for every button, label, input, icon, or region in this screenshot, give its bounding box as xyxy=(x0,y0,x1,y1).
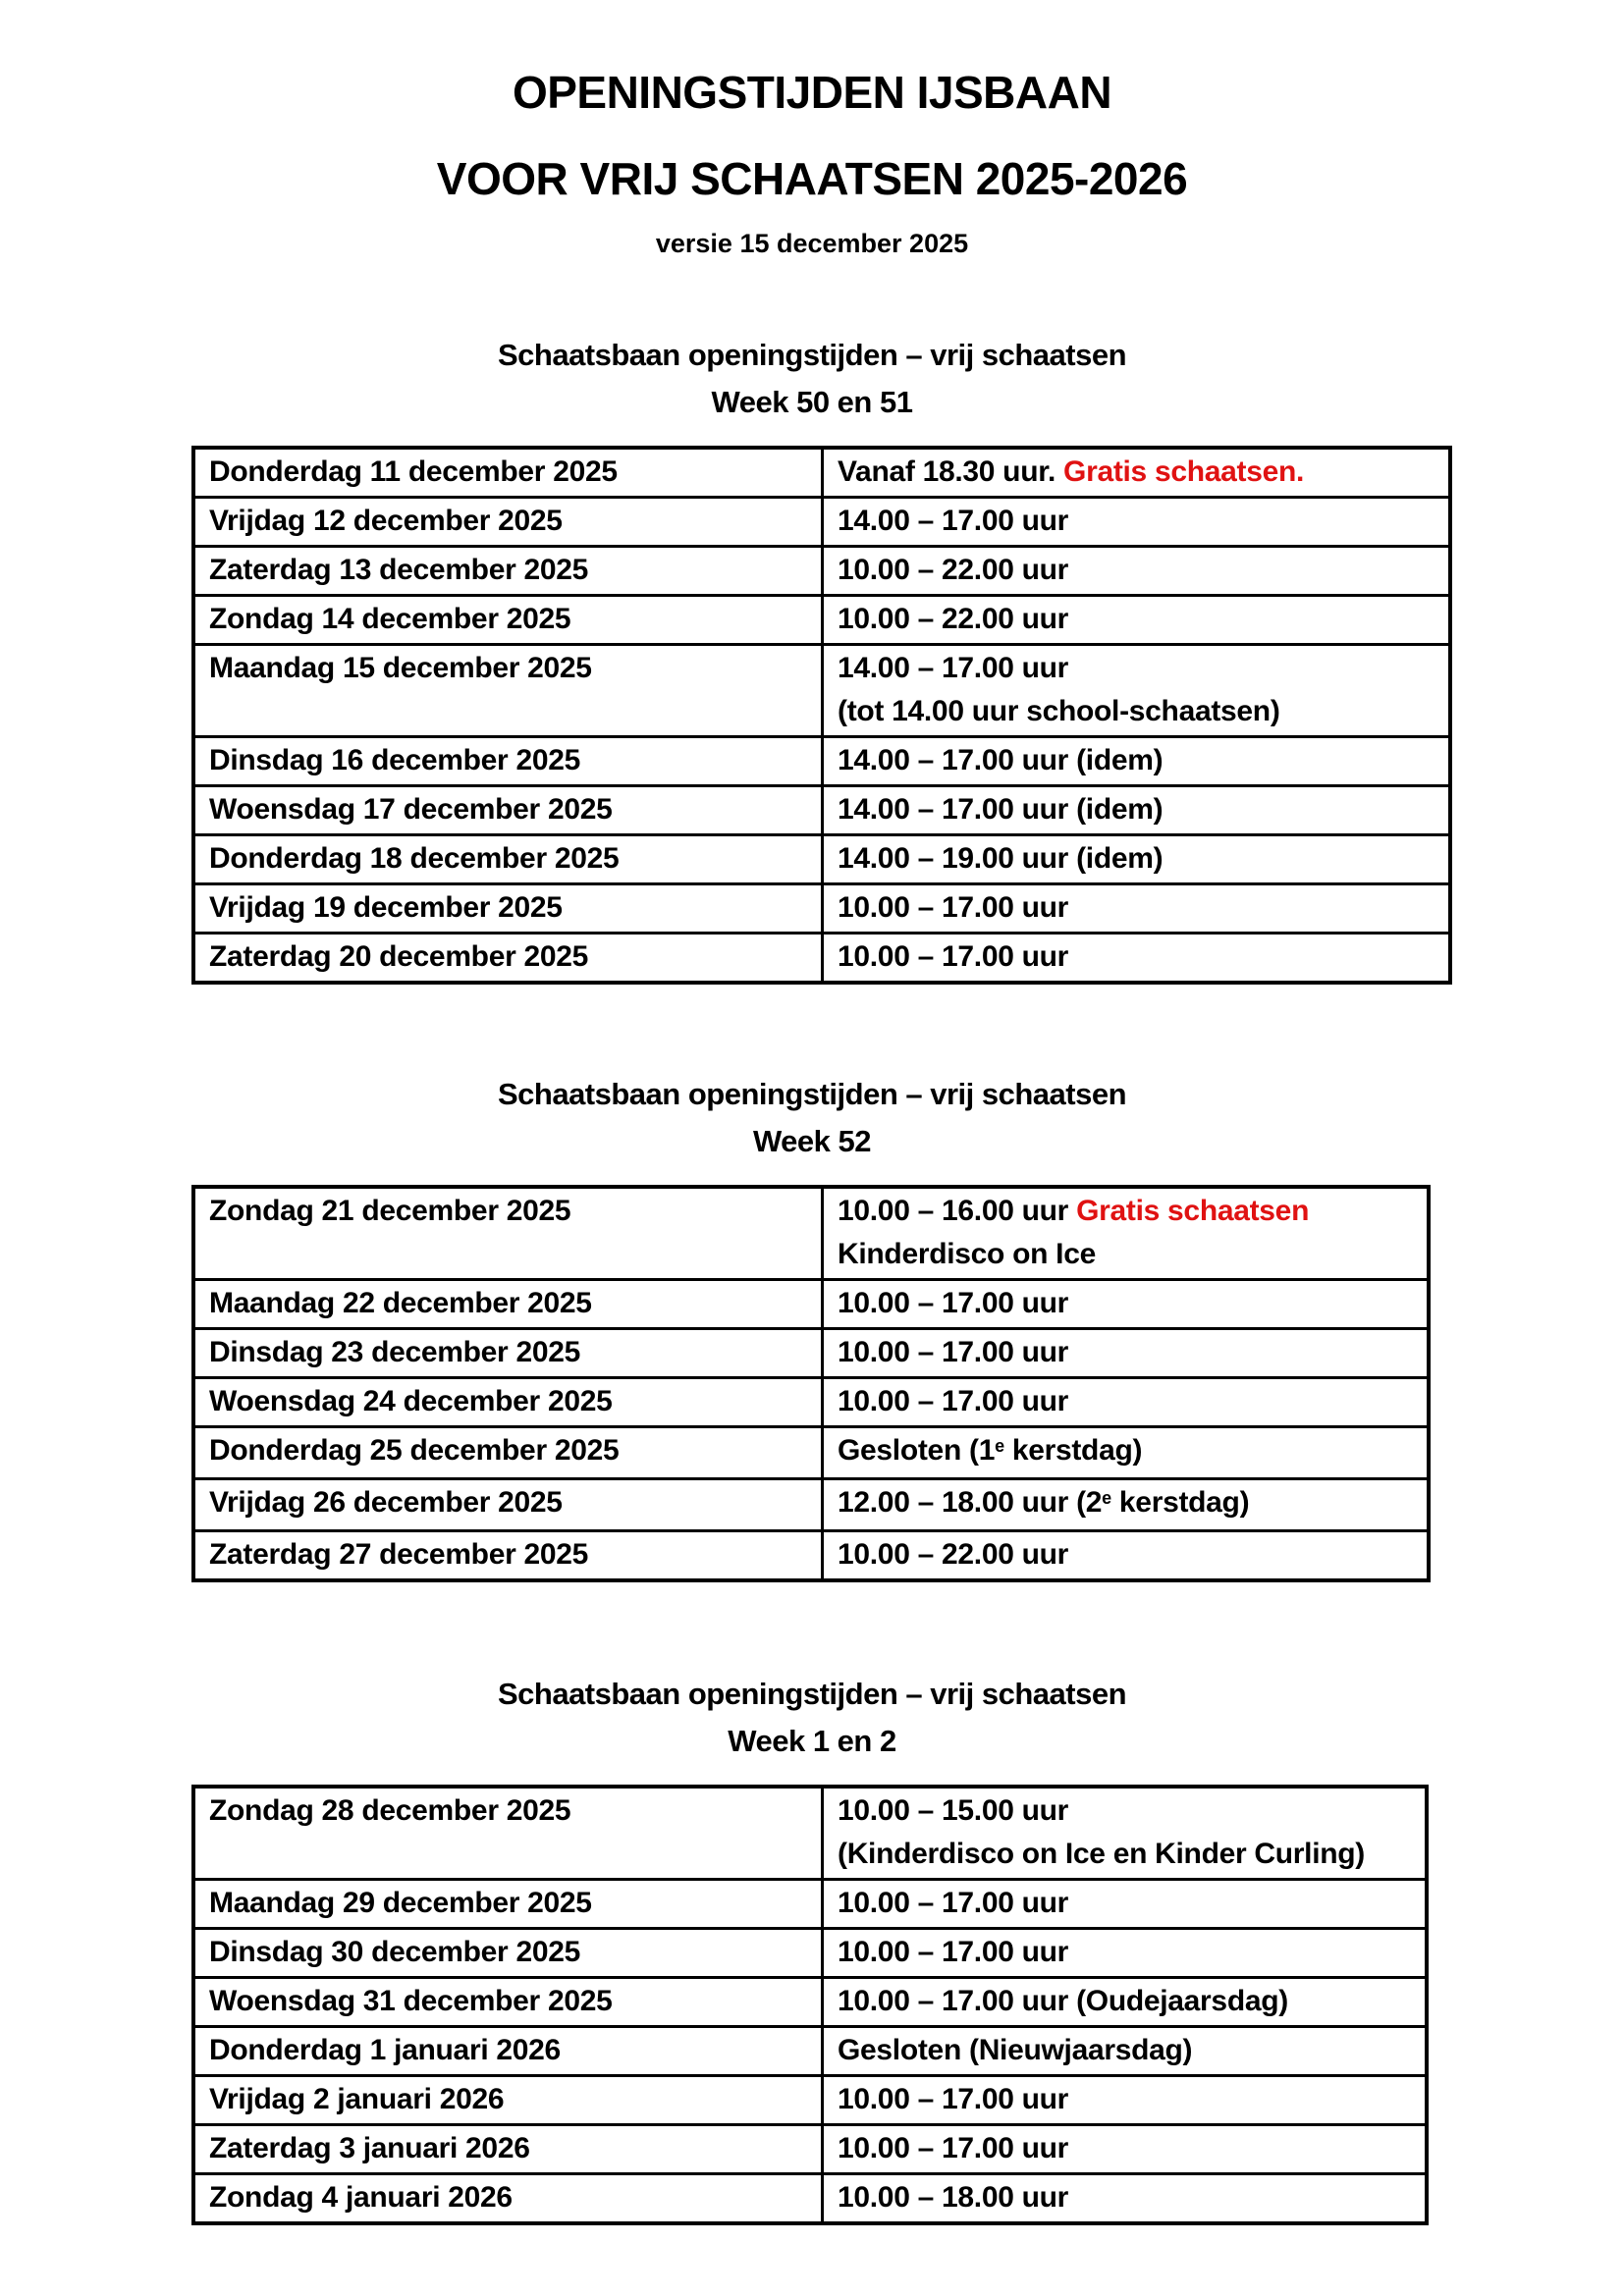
time-cell xyxy=(821,1480,1427,1529)
document-title xyxy=(0,49,1624,222)
date-cell: Vrijdag 2 januari 2026 xyxy=(209,2083,505,2115)
section-week-label: Week 1 en 2 xyxy=(728,1724,896,1758)
date-cell: Dinsdag 16 december 2025 xyxy=(209,744,580,776)
time-cell xyxy=(821,2126,1425,2172)
time-cell xyxy=(821,1930,1425,1976)
date-cell: Maandag 15 december 2025 xyxy=(209,652,592,684)
time-text: Gesloten (Nieuwjaarsdag) xyxy=(838,2034,1193,2066)
date-cell: Zondag 4 januari 2026 xyxy=(209,2181,513,2214)
time-cell xyxy=(821,1532,1427,1578)
time-text: 10.00 – 17.00 uur xyxy=(838,1336,1069,1368)
time-cell xyxy=(821,934,1448,981)
section-week-label: Week 52 xyxy=(752,1124,871,1158)
table-row xyxy=(195,643,1448,735)
section-heading: Schaatsbaan openingstijden – vrij schaatsen xyxy=(497,1677,1127,1711)
table-row xyxy=(195,1189,1427,1278)
time-text: Gesloten (1 xyxy=(838,1434,996,1467)
time-text: (Kinderdisco on Ice en Kinder Curling) xyxy=(838,1838,1365,1870)
date-cell: Zaterdag 13 december 2025 xyxy=(209,554,589,586)
time-cell xyxy=(821,2077,1425,2123)
date-cell: Donderdag 18 december 2025 xyxy=(209,842,620,875)
time-text: 10.00 – 16.00 uur xyxy=(838,1195,1077,1227)
time-text: 10.00 – 17.00 uur xyxy=(838,891,1069,924)
table-row xyxy=(195,2074,1425,2123)
section-week-1-2 xyxy=(0,1671,1624,2225)
time-text: 14.00 – 17.00 uur xyxy=(838,505,1069,537)
time-cell xyxy=(821,1379,1427,1425)
table-row xyxy=(195,1878,1425,1927)
date-cell: Vrijdag 12 december 2025 xyxy=(209,505,563,537)
table-row xyxy=(195,2025,1425,2074)
superscript-text: e xyxy=(995,1435,1004,1456)
time-text: 10.00 – 17.00 uur xyxy=(838,1936,1069,1968)
date-cell: Woensdag 31 december 2025 xyxy=(209,1985,613,2017)
time-text: 10.00 – 22.00 uur xyxy=(838,1538,1069,1571)
time-cell xyxy=(821,787,1448,833)
document-title-line1: OPENINGSTIJDEN IJSBAAN xyxy=(512,67,1112,118)
date-cell: Woensdag 24 december 2025 xyxy=(209,1385,613,1417)
date-cell: Dinsdag 30 december 2025 xyxy=(209,1936,580,1968)
date-cell: Zondag 14 december 2025 xyxy=(209,603,571,635)
time-text: 10.00 – 18.00 uur xyxy=(838,2181,1069,2214)
time-text: 14.00 – 17.00 uur (idem) xyxy=(838,793,1164,826)
time-text: 14.00 – 17.00 uur (idem) xyxy=(838,744,1164,776)
time-text: 10.00 – 17.00 uur (Oudejaarsdag) xyxy=(838,1985,1288,2017)
section-week-50-51 xyxy=(0,332,1624,985)
date-cell: Vrijdag 26 december 2025 xyxy=(209,1486,563,1519)
table-row xyxy=(195,1477,1427,1529)
date-cell: Maandag 22 december 2025 xyxy=(209,1287,592,1319)
time-cell xyxy=(821,738,1448,784)
time-text: 10.00 – 17.00 uur xyxy=(838,1887,1069,1919)
highlight-text: Gratis schaatsen. xyxy=(1063,455,1305,488)
document-header xyxy=(0,0,1624,263)
time-cell xyxy=(821,2028,1425,2074)
time-text: 10.00 – 17.00 uur xyxy=(838,2083,1069,2115)
time-text: 14.00 – 17.00 uur xyxy=(838,652,1069,684)
schedule-table xyxy=(191,1785,1429,2225)
table-row xyxy=(195,545,1448,594)
table-row xyxy=(195,1425,1427,1477)
time-cell xyxy=(821,1281,1427,1327)
highlight-text: Gratis schaatsen xyxy=(1076,1195,1310,1227)
date-cell: Donderdag 25 december 2025 xyxy=(209,1434,620,1467)
time-cell xyxy=(821,450,1448,496)
time-cell xyxy=(821,1428,1427,1477)
time-text: kerstdag) xyxy=(1110,1486,1250,1519)
time-text: 12.00 – 18.00 uur (2 xyxy=(838,1486,1103,1519)
time-cell xyxy=(821,2175,1425,2221)
time-cell xyxy=(821,836,1448,882)
section-heading: Schaatsbaan openingstijden – vrij schaatsen xyxy=(497,1077,1127,1111)
date-cell: Zaterdag 3 januari 2026 xyxy=(209,2132,530,2164)
table-row xyxy=(195,1976,1425,2025)
table-row xyxy=(195,784,1448,833)
date-cell: Zaterdag 20 december 2025 xyxy=(209,940,589,973)
time-text: 10.00 – 22.00 uur xyxy=(838,603,1069,635)
time-text: Kinderdisco on Ice xyxy=(838,1238,1096,1270)
date-cell: Zaterdag 27 december 2025 xyxy=(209,1538,589,1571)
time-text: 10.00 – 17.00 uur xyxy=(838,1385,1069,1417)
document-subtitle: versie 15 december 2025 xyxy=(655,229,969,258)
schedule-table xyxy=(191,446,1452,985)
time-cell xyxy=(821,646,1448,735)
table-row xyxy=(195,882,1448,932)
table-row xyxy=(195,1327,1427,1376)
time-text: kerstdag) xyxy=(1003,1434,1143,1467)
time-cell xyxy=(821,1789,1425,1878)
table-row xyxy=(195,932,1448,981)
table-row xyxy=(195,496,1448,545)
table-row xyxy=(195,735,1448,784)
section-week-label: Week 50 en 51 xyxy=(711,385,913,419)
time-cell xyxy=(821,1189,1427,1278)
table-row xyxy=(195,450,1448,496)
schedule-table xyxy=(191,1185,1431,1582)
time-cell xyxy=(821,548,1448,594)
time-cell xyxy=(821,499,1448,545)
time-cell xyxy=(821,1330,1427,1376)
date-cell: Dinsdag 23 december 2025 xyxy=(209,1336,580,1368)
time-text: 10.00 – 17.00 uur xyxy=(838,1287,1069,1319)
table-row xyxy=(195,1278,1427,1327)
date-cell: Woensdag 17 december 2025 xyxy=(209,793,613,826)
time-cell xyxy=(821,1881,1425,1927)
date-cell: Vrijdag 19 december 2025 xyxy=(209,891,563,924)
table-row xyxy=(195,1789,1425,1878)
table-row xyxy=(195,2123,1425,2172)
document-title-line2: VOOR VRIJ SCHAATSEN 2025-2026 xyxy=(436,153,1188,204)
superscript-text: e xyxy=(1102,1487,1111,1508)
date-cell: Zondag 21 december 2025 xyxy=(209,1195,571,1227)
time-text: Vanaf 18.30 uur. xyxy=(838,455,1064,488)
time-cell xyxy=(821,1979,1425,2025)
time-cell xyxy=(821,597,1448,643)
table-row xyxy=(195,594,1448,643)
time-text: 10.00 – 17.00 uur xyxy=(838,940,1069,973)
date-cell: Donderdag 11 december 2025 xyxy=(209,455,618,488)
section-heading: Schaatsbaan openingstijden – vrij schaatsen xyxy=(497,338,1127,372)
date-cell: Maandag 29 december 2025 xyxy=(209,1887,592,1919)
date-cell: Donderdag 1 januari 2026 xyxy=(209,2034,561,2066)
time-cell xyxy=(821,885,1448,932)
time-text: 10.00 – 17.00 uur xyxy=(838,2132,1069,2164)
time-text: (tot 14.00 uur school-schaatsen) xyxy=(838,695,1280,727)
time-text: 10.00 – 15.00 uur xyxy=(838,1794,1069,1827)
table-row xyxy=(195,1529,1427,1578)
date-cell: Zondag 28 december 2025 xyxy=(209,1794,571,1827)
section-week-52 xyxy=(0,1071,1624,1582)
time-text: 10.00 – 22.00 uur xyxy=(838,554,1069,586)
table-row xyxy=(195,1376,1427,1425)
table-row xyxy=(195,1927,1425,1976)
table-row xyxy=(195,2172,1425,2221)
time-text: 14.00 – 19.00 uur (idem) xyxy=(838,842,1164,875)
table-row xyxy=(195,833,1448,882)
